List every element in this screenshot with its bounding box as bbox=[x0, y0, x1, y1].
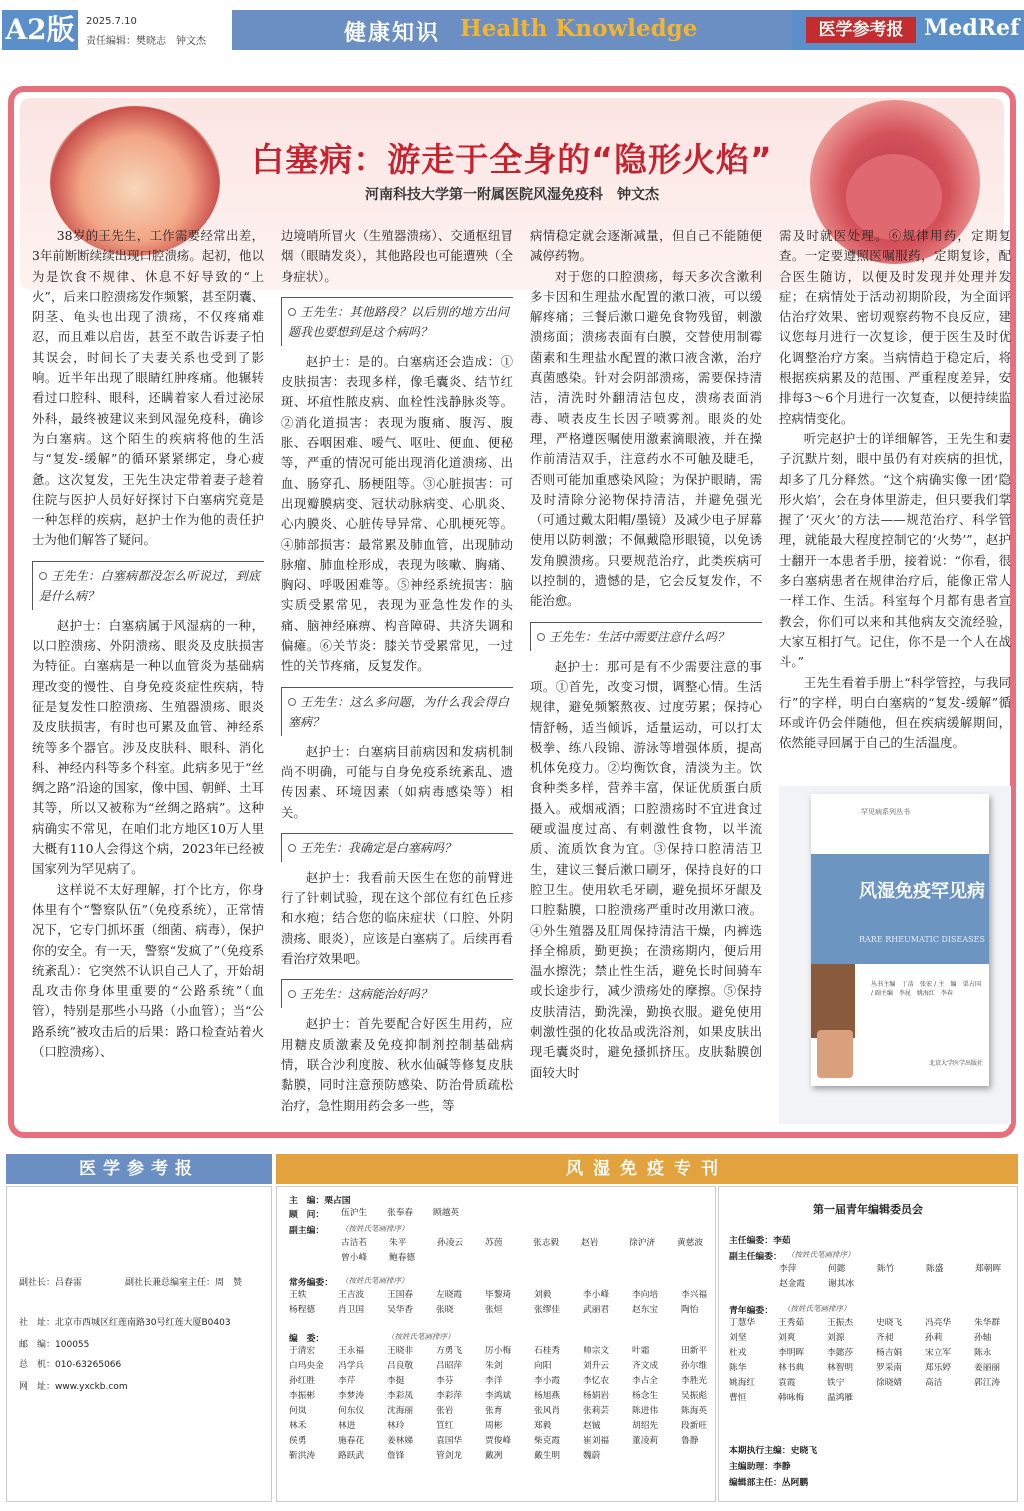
editor-name: 孙凌云 bbox=[437, 1238, 464, 1248]
editor-name: 王轶 bbox=[289, 1290, 307, 1300]
website-label: 网 址： bbox=[19, 1382, 56, 1392]
order-note: （按姓氏笔画排序） bbox=[387, 1332, 455, 1341]
editor-name: 周彬 bbox=[485, 1421, 503, 1431]
members-label: 编 委： bbox=[289, 1334, 325, 1344]
editor-name: 李明晖 bbox=[778, 1348, 805, 1358]
paragraph: 需及时就医处理。⑥规律用药，定期复查。一定要遵照医嘱服药，定期复诊，配合医生随访，以便及时发现并处理并发症；在病情处于活动初期阶段，为全面评估治疗效果、密切观察药物不良反应，建议您每月进行一次复诊，便于医生及时优化调整治疗方案。当病情趋于稳定后，将根据疾病累及的范围、严重程度差异，安排每3～6个月进行一次复查，以便持续监控病情变化。 bbox=[779, 228, 1011, 426]
editor-name: 陈盛 bbox=[926, 1264, 944, 1274]
question-box bbox=[281, 687, 513, 736]
editor-name: 林书典 bbox=[778, 1363, 805, 1373]
editor-name: 胡绍先 bbox=[632, 1421, 659, 1431]
members-list bbox=[289, 1345, 726, 1463]
committee-title: 第一届青年编辑委员会 bbox=[813, 1203, 923, 1216]
editor-name: 王秀茹 bbox=[778, 1318, 805, 1328]
article-title: 白塞病：游走于全身的“隐形火焰” bbox=[251, 140, 773, 179]
editor-name: 郑朝晖 bbox=[975, 1264, 1002, 1274]
bullet-icon bbox=[288, 990, 296, 998]
editor-name: 张晓 bbox=[436, 1305, 454, 1315]
paragraph: 王先生看着手册上“科学管控，与我同行”的字样，明白白塞病的“复发-缓解”循环或许仍会伴随他，但在疾病缓解期间，依然能寻回属于自己的生活温度。 bbox=[779, 674, 1011, 751]
publisher-info bbox=[6, 1186, 272, 1502]
editor-name: 李彩凤 bbox=[387, 1391, 414, 1401]
editor-name: 靳洪涛 bbox=[289, 1451, 316, 1461]
question-text: 王先生：白塞病都没怎么听说过，到底是什么病？ bbox=[39, 568, 260, 603]
vice-list bbox=[779, 1263, 1020, 1291]
editor-name: 杨程德 bbox=[289, 1305, 316, 1315]
editor-name: 管剑龙 bbox=[436, 1451, 463, 1461]
editor-name: 曹恒 bbox=[729, 1393, 747, 1403]
editor-name: 李小霞 bbox=[534, 1376, 561, 1386]
editor-name: 冯学兵 bbox=[338, 1361, 365, 1371]
deputy-editors-list bbox=[341, 1237, 721, 1265]
editor-name: 于清宏 bbox=[289, 1346, 316, 1356]
editor-name: 鲁静 bbox=[681, 1436, 699, 1446]
editor-name: 李鸿斌 bbox=[485, 1391, 512, 1401]
editor-name: 吴振彪 bbox=[681, 1391, 708, 1401]
editor-name: 白玛央金 bbox=[289, 1361, 324, 1371]
editor-name: 孙莉 bbox=[925, 1333, 943, 1343]
editor-name: 杨吉娟 bbox=[876, 1348, 903, 1358]
editor-name: 顾越英 bbox=[433, 1208, 460, 1218]
youth-list bbox=[729, 1317, 1019, 1405]
editor-name: 袁霞 bbox=[778, 1378, 796, 1388]
editor-name: 孙尔维 bbox=[681, 1361, 708, 1371]
paragraph: 边境哨所冒火（生殖器溃疡）、交通枢纽冒烟（眼睛发炎），其他路段也可能遭殃（全身症状）。 bbox=[281, 228, 513, 284]
question-text: 王先生：其他路段？以后别的地方出问题我也要想到是这个病吗？ bbox=[288, 304, 509, 339]
book-title-en: RARE RHEUMATIC DISEASES bbox=[859, 935, 985, 944]
editor-name: 刘坚 bbox=[729, 1333, 747, 1343]
editor-name: 孙红胜 bbox=[289, 1376, 316, 1386]
editor-name: 林进 bbox=[338, 1421, 356, 1431]
answer-paragraph: 赵护士：白塞病属于风湿病的一种，以口腔溃疡、外阴溃疡、眼炎及皮肤损害为特征。白塞病是一种以血管炎为基础病理改变的慢性、自身免疫炎症性疾病，特征是复发性口腔溃疡、生殖器溃疡、眼炎及皮肤损害，有时也可累及血管、神经系统等多个器官。涉及皮肤科、眼科、消化科、神经内科等多个科室。此病多见于“丝绸之路”沿途的国家，像中国、朝鲜、土耳其等，所以又被称为“丝绸之路病”。这种病确实不常见，在咱们北方地区10万人里大概有110人会得这个病，2023年已经被国家列为罕见病了。 bbox=[32, 617, 264, 877]
editor-name: 朱剑 bbox=[485, 1361, 503, 1371]
editor-name: 王国春 bbox=[387, 1290, 414, 1300]
editor-name: 林玲 bbox=[387, 1421, 405, 1431]
editor-name: 黄慈波 bbox=[677, 1238, 704, 1248]
editor-name: 笪红 bbox=[436, 1421, 454, 1431]
page-header bbox=[0, 0, 1024, 62]
editor-name: 吕良敬 bbox=[387, 1361, 414, 1371]
question-box bbox=[281, 297, 513, 346]
editor-name: 徐晓婧 bbox=[876, 1378, 903, 1388]
editor-name: 铁宁 bbox=[827, 1378, 845, 1388]
zip: 100055 bbox=[55, 1340, 90, 1350]
editor-name: 苏茵 bbox=[485, 1238, 503, 1248]
paragraph: 38岁的王先生，工作需要经常出差，3年前断断续续出现口腔溃疡。起初，他以为是饮食不规律、休息不好导致的“上火”，后来口腔溃疡发作频繁，甚至阴囊、阴茎、龟头也出现了溃疡，不仅疼痛难忍，而且难以启齿，甚至不敢告诉妻子怕其误会，时间长了夫妻关系也受到了影响。近半年出现了眼睛红肿疼痛。他辗转看过口腔科、眼科，还瞒着家人看过泌尿外科，最终被建议来到风湿免疫科，确诊为白塞病。这个陌生的疾病将他的生活与“复发-缓解”的循环紧紧绑定，身心疲惫。这次复发，王先生决定带着妻子趁着住院与医护人员好好探讨下白塞病究竟是一种怎样的疾病，赵护士作为他的责任护士为他们解答了疑问。 bbox=[32, 228, 264, 548]
deputy-editors-label: 副主编： bbox=[289, 1226, 325, 1236]
issue-date: 2025.7.10 bbox=[86, 16, 137, 27]
editor-name: 朱华群 bbox=[974, 1318, 1001, 1328]
question-text: 王先生：这么多问题，为什么我会得白塞病？ bbox=[288, 694, 509, 729]
editor-name: 陈竹 bbox=[877, 1264, 895, 1274]
answer-paragraph: 赵护士：是的。白塞病还会造成：①皮肤损害：表现多样，像毛囊炎、结节红斑、坏疽性脓皮病、血栓性浅静脉炎等。②消化道损害：表现为腹痛、腹泻、腹胀、吞咽困难、嗳气、呕吐、便血、便秘等，严重的情况可能出现消化道溃疡、出血、肠穿孔、肠梗阻等。③心脏损害：可出现瓣膜病变、冠状动脉病变、心肌炎、心内膜炎、心脏传导异常、心肌梗死等。④肺部损害：最常累及肺血管，出现肺动脉瘤、肺血栓形成，表现为咳嗽、胸痛、胸闷、呼吸困难等。⑤神经系统损害：脑实质受累常见，表现为亚急性发作的头痛、脑神经麻痹、构音障碍、共济失调和偏瘫。⑥关节炎：膝关节受累常见，一过性的关节疼痛，反复发作。 bbox=[281, 353, 513, 674]
paragraph: 这样说不太好理解，打个比方，你身体里有个“警察队伍”（免疫系统），正常情况下，它专门抓坏蛋（细菌、病毒），保护你的安全。有一天，警察“发疯了”（免疫系统紊乱）：它突然不认识自己人了，开始胡乱攻击你身体里重要的“公路系统”（血管），特别是那些小马路（小血管）；当“公路系统”被攻击后的后果：路口检查站着火（口腔溃疡）、 bbox=[32, 881, 264, 1059]
question-text: 王先生：生活中需要注意什么吗？ bbox=[549, 629, 730, 644]
editor-name: 郑毅 bbox=[534, 1421, 552, 1431]
bullet-icon bbox=[537, 633, 545, 641]
editor-name: 李小峰 bbox=[583, 1290, 610, 1300]
assistant-label: 主编助理： bbox=[729, 1462, 773, 1472]
youth-label: 青年编委： bbox=[729, 1306, 773, 1316]
editor-name: 吴华香 bbox=[387, 1305, 414, 1315]
editor-name: 张奉春 bbox=[387, 1208, 414, 1218]
office-head: 丛阿鹏 bbox=[781, 1478, 809, 1488]
editor-name: 李懿莎 bbox=[827, 1348, 854, 1358]
editor-name: 王晓非 bbox=[387, 1346, 414, 1356]
editor-name: 郭江涛 bbox=[974, 1378, 1001, 1388]
order-note: （按姓氏笔画排序） bbox=[341, 1276, 409, 1285]
editor-name: 叶霜 bbox=[632, 1346, 650, 1356]
section-title-en: Health Knowledge bbox=[460, 15, 698, 42]
bullet-icon bbox=[288, 698, 296, 706]
article-frame bbox=[8, 86, 1016, 1138]
article-column-1 bbox=[32, 226, 264, 1136]
editor-name: 李向培 bbox=[632, 1290, 659, 1300]
masthead-issue-title: 风湿免疫专刊 bbox=[276, 1154, 1018, 1184]
editor-name: 李梦涛 bbox=[338, 1391, 365, 1401]
editor-name: 柴克霞 bbox=[534, 1436, 561, 1446]
editor-name: 张岩 bbox=[436, 1406, 454, 1416]
editor-name: 张育 bbox=[485, 1406, 503, 1416]
question-box bbox=[32, 561, 264, 610]
book-title: 风湿免疫罕见病 bbox=[859, 881, 985, 902]
book-editors: 丛书主编 丁洁 张宏 / 主 编 栗占国 / 副主编 李昆 姚海红 李春 bbox=[871, 981, 981, 997]
editor-name: 李兴福 bbox=[681, 1290, 708, 1300]
editor-name: 戴生明 bbox=[534, 1451, 561, 1461]
editor-name: 方勇飞 bbox=[436, 1346, 463, 1356]
editor-name: 毕黎琦 bbox=[485, 1290, 512, 1300]
editor-name: 宋立军 bbox=[925, 1348, 952, 1358]
editor-name: 罗采南 bbox=[876, 1363, 903, 1373]
editor-name: 王振杰 bbox=[827, 1318, 854, 1328]
editor-name: 姜林娣 bbox=[387, 1436, 414, 1446]
editor-name: 李胜光 bbox=[681, 1376, 708, 1386]
zip-label: 邮 编： bbox=[19, 1340, 56, 1350]
editor-name: 陈海英 bbox=[681, 1406, 708, 1416]
address: 北京市西城区红莲南路30号红莲大厦B0403 bbox=[55, 1318, 231, 1328]
editor-name: 帅宗文 bbox=[583, 1346, 610, 1356]
editor-name: 李洋 bbox=[485, 1376, 503, 1386]
chief-committee-label: 主任编委： bbox=[729, 1236, 773, 1246]
question-box bbox=[281, 979, 513, 1008]
chief-editor-label: 主 编： bbox=[289, 1196, 325, 1206]
editor-name: 孙轴 bbox=[974, 1333, 992, 1343]
editor-name: 戴冽 bbox=[485, 1451, 503, 1461]
editor-name: 施春花 bbox=[338, 1436, 365, 1446]
editor-name: 陶怡 bbox=[681, 1305, 699, 1315]
editor-name: 齐昶 bbox=[876, 1333, 894, 1343]
article-column-4 bbox=[779, 226, 1011, 1136]
book-publisher: 北京大学医学出版社 bbox=[929, 1059, 984, 1067]
book-cover bbox=[811, 794, 989, 1086]
exec-label: 本期执行主编： bbox=[729, 1446, 791, 1456]
editor-name: 杜戎 bbox=[729, 1348, 747, 1358]
editor-name: 高洁 bbox=[925, 1378, 943, 1388]
question-text: 王先生：这病能治好吗？ bbox=[300, 987, 433, 1002]
order-note: （按姓氏笔画排序） bbox=[783, 1304, 851, 1313]
deputy-director-2: 副社长兼总编室主任：周 赞 bbox=[125, 1278, 243, 1288]
edition-badge: A2版 bbox=[2, 10, 78, 50]
editor-name: 杨娟岩 bbox=[583, 1391, 610, 1401]
editor-name: 史晓飞 bbox=[876, 1318, 903, 1328]
editor-name: 石桂秀 bbox=[534, 1346, 561, 1356]
editor-name: 姚海红 bbox=[729, 1378, 756, 1388]
answer-paragraph: 赵护士：白塞病目前病因和发病机制尚不明确，可能与自身免疫系统紊乱、遗传因素、环境因素（如病毒感染等）相关。 bbox=[281, 743, 513, 820]
question-text: 王先生：我确定是白塞病吗？ bbox=[300, 840, 457, 855]
editor-name: 袁国华 bbox=[436, 1436, 463, 1446]
editor-name: 董凌莉 bbox=[632, 1436, 659, 1446]
editor-name: 向阳 bbox=[534, 1361, 552, 1371]
phone-label: 总 机： bbox=[19, 1360, 56, 1370]
paragraph: 对于您的口腔溃疡，每天多次含漱利多卡因和生理盐水配置的漱口液，可以缓解疼痛；三餐后漱口避免食物残留，刺激溃疡面；溃疡表面有白膜，交替使用制霉菌素和生理盐水配置的漱口液含漱，治疗真菌感染。针对会阴部溃疡，需要保持清洁，清洗时外翻清洁包皮，溃疡表面消毒、喷表皮生长因子喷雾剂。眼炎的处理，严格遵医嘱使用激素滴眼液，并在操作前清洁双手，注意药水不可触及睫毛，否则可能加重感染风险；为保护眼睛，需及时清除分泌物保持清洁，并避免强光（可通过戴太阳帽/墨镜）及减少电子屏幕使用以防刺激；不佩戴隐形眼镜，以免诱发角膜溃疡。只要规范治疗，此类疾病可以控制的，遗憾的是，它会反复发作，不能治愈。 bbox=[530, 268, 762, 609]
editor-name: 赵岩 bbox=[581, 1238, 599, 1248]
question-box bbox=[530, 622, 762, 651]
cover-band bbox=[811, 854, 989, 964]
editor-name: 王永福 bbox=[338, 1346, 365, 1356]
bullet-icon bbox=[288, 844, 296, 852]
order-note: （按姓氏笔画排序） bbox=[341, 1224, 409, 1233]
editor-name: 吕昭萍 bbox=[436, 1361, 463, 1371]
editor-name: 侯勇 bbox=[289, 1436, 307, 1446]
answer-paragraph: 赵护士：那可是有不少需要注意的事项。①首先，改变习惯，调整心情。生活规律，避免频繁熬夜、过度劳累；保持心情舒畅，适当倾诉，适量运动，可以打太极拳、练八段锦、游泳等增强体质，提高机体免疫力。②均衡饮食，清淡为主。饮食种类多样，营养丰富，保证优质蛋白质摄入。戒烟戒酒；口腔溃疡时不宜进食过硬或温度过高、有刺激性食物，以半流质、流质饮食为宜。③保持口腔清洁卫生，建议三餐后漱口刷牙，保持良好的口腔卫生。使用软毛牙刷，避免损坏牙龈及口腔黏膜，口腔溃疡严重时改用漱口液。④外生殖器及肛周保持清洁干燥，内裤选择全棉质，勤更换；在溃疡期内，便后用温水擦洗；禁止性生活，避免长时间骑车或长途步行，减少溃疡处的摩擦。⑤保持皮肤清洁，勤洗澡，勤换衣服。避免使用刺激性强的化妆品或洗浴剂，如果皮肤出现毛囊炎时，避免搔抓挤压。皮肤黏膜创面较大时 bbox=[530, 658, 762, 1080]
answer-paragraph: 赵护士：首先要配合好医生用药，应用糖皮质激素及免疫抑制剂控制基础病情，联合沙利度胺、秋水仙碱等修复皮肤黏膜，同时注意预防感染、防治骨质疏松治疗，急性期用药会多一些，等 bbox=[281, 1016, 513, 1113]
editor-name: 李忆农 bbox=[583, 1376, 610, 1386]
editor-name: 段新旺 bbox=[681, 1421, 708, 1431]
section-title-cn: 健康知识 bbox=[344, 21, 441, 46]
editor-name: 魏蔚 bbox=[583, 1451, 601, 1461]
editor-name: 何岚 bbox=[289, 1406, 307, 1416]
editor-name: 田新平 bbox=[681, 1346, 708, 1356]
chief-committee: 李茹 bbox=[773, 1236, 791, 1246]
advisers-label: 顾 问： bbox=[289, 1210, 325, 1220]
editor-name: 古洁若 bbox=[341, 1238, 368, 1248]
standing-editors-list bbox=[289, 1289, 726, 1317]
editor-name: 李芬 bbox=[436, 1376, 454, 1386]
editor-name: 齐文成 bbox=[632, 1361, 659, 1371]
office-label: 编辑部主任： bbox=[729, 1478, 782, 1488]
hand-illustration-icon bbox=[817, 1030, 853, 1078]
editor-name: 鲍春德 bbox=[389, 1253, 416, 1263]
standing-editors-label: 常务编委： bbox=[289, 1278, 333, 1288]
editor-name: 张缪佳 bbox=[534, 1305, 561, 1315]
editor-name: 郑乐婷 bbox=[925, 1363, 952, 1373]
editor-name: 沈海丽 bbox=[387, 1406, 414, 1416]
editor-name: 张志毅 bbox=[533, 1238, 560, 1248]
header-edition-block bbox=[0, 10, 232, 50]
editor-name: 陈华 bbox=[729, 1363, 747, 1373]
editor-name: 陈进伟 bbox=[632, 1406, 659, 1416]
article-column-2 bbox=[281, 226, 513, 1136]
masthead bbox=[0, 1148, 1024, 1511]
website: www.yxckb.com bbox=[55, 1382, 128, 1392]
editor-name: 谢其冰 bbox=[828, 1279, 855, 1289]
editor-name: 林智明 bbox=[827, 1363, 854, 1373]
editor-name: 王吉波 bbox=[338, 1290, 365, 1300]
editor-name: 张烜 bbox=[485, 1305, 503, 1315]
book-cover-image bbox=[779, 786, 1011, 1124]
section-banner bbox=[232, 10, 792, 50]
paragraph: 病情稳定就会逐渐减量，但自己不能随便减停药物。 bbox=[530, 228, 762, 264]
article-byline: 河南科技大学第一附属医院风湿免疫科 钟文杰 bbox=[365, 187, 659, 203]
editorial-board bbox=[276, 1186, 716, 1502]
editor-name: 徐沪济 bbox=[629, 1238, 656, 1248]
editor-name: 路跃武 bbox=[338, 1451, 365, 1461]
editor-name: 杨旭燕 bbox=[534, 1391, 561, 1401]
editor-name: 杨念生 bbox=[632, 1391, 659, 1401]
editor-name: 丁慧华 bbox=[729, 1318, 756, 1328]
editor-name: 刘毅 bbox=[534, 1290, 552, 1300]
editor-name: 张风肖 bbox=[534, 1406, 561, 1416]
assistant-editor: 李静 bbox=[773, 1462, 791, 1472]
deputy-director: 副社长：吕春雷 bbox=[19, 1278, 83, 1288]
editor-name: 李芹 bbox=[338, 1376, 356, 1386]
bullet-icon bbox=[288, 308, 296, 316]
editor-name: 武丽君 bbox=[583, 1305, 610, 1315]
editor-name: 左晓霞 bbox=[436, 1290, 463, 1300]
question-box bbox=[281, 833, 513, 862]
editor-name: 崔刘福 bbox=[583, 1436, 610, 1446]
youth-editorial-board bbox=[718, 1186, 1018, 1502]
editor-name: 张莉芸 bbox=[583, 1406, 610, 1416]
article-column-3 bbox=[530, 226, 762, 1136]
editor-name: 陈永 bbox=[974, 1348, 992, 1358]
editor-name: 詹锋 bbox=[387, 1451, 405, 1461]
article-columns bbox=[32, 226, 1012, 1136]
editor-name: 温鸿雁 bbox=[827, 1393, 854, 1403]
exec-editor: 史晓飞 bbox=[790, 1446, 817, 1456]
editor-name: 肖卫国 bbox=[338, 1305, 365, 1315]
paper-name-cn: 医学参考报 bbox=[806, 17, 916, 43]
editor-name: 赵铖 bbox=[583, 1421, 601, 1431]
masthead-paper-title: 医学参考报 bbox=[6, 1154, 272, 1184]
editor-name: 冯亮华 bbox=[925, 1318, 952, 1328]
editor-name: 朱平 bbox=[389, 1238, 407, 1248]
editor-name: 厉小梅 bbox=[485, 1346, 512, 1356]
editor-name: 李占全 bbox=[632, 1376, 659, 1386]
editor-name: 贾俊峰 bbox=[485, 1436, 512, 1446]
chief-editor: 栗占国 bbox=[324, 1196, 351, 1206]
editor-name: 何东仪 bbox=[338, 1406, 365, 1416]
editor-name: 李彩萍 bbox=[436, 1391, 463, 1401]
editor-name: 林禾 bbox=[289, 1421, 307, 1431]
paper-name-en: MedRef bbox=[924, 15, 1020, 41]
editor-name: 赵金霞 bbox=[779, 1279, 806, 1289]
editor-name: 赵东宝 bbox=[632, 1305, 659, 1315]
paragraph: 听完赵护士的详细解答，王先生和妻子沉默片刻，眼中虽仍有对疾病的担忧，却多了几分释然。“这个病确实像一团‘隐形火焰’，会在身体里游走，但只要我们掌握了‘灭火’的方法——规范治疗、科学管理，就能最大程度控制它的‘火势’”，赵护士翻开一本患者手册，接着说：“你看，很多白塞病患者在规律治疗后，能像正常人一样工作、生活。科室每个月都有患者宣教会，你们可以来和其他病友交流经验，大家互相打气。记住，你不是一个人在战斗。” bbox=[779, 430, 1011, 670]
answer-paragraph: 赵护士：我看前天医生在您的前臂进行了针刺试验，现在这个部位有红色丘疹和水疱；结合您的临床症状（口腔、外阴溃疡、眼炎），应该是白塞病了。后续再看看治疗效果吧。 bbox=[281, 869, 513, 967]
vice-label: 副主任编委： bbox=[729, 1252, 782, 1262]
address-label: 社 址： bbox=[19, 1318, 56, 1328]
editor-name: 李挺 bbox=[387, 1376, 405, 1386]
editor-name: 姜丽丽 bbox=[974, 1363, 1001, 1373]
advisers-list bbox=[341, 1207, 475, 1220]
editor-name: 何懿 bbox=[828, 1264, 846, 1274]
editor-name: 曾小峰 bbox=[341, 1253, 368, 1263]
editor-name: 刘升云 bbox=[583, 1361, 610, 1371]
editor-name: 刘源 bbox=[827, 1333, 845, 1343]
phone: 010-63265066 bbox=[55, 1360, 122, 1370]
bullet-icon bbox=[39, 572, 47, 580]
paper-brand bbox=[792, 10, 1024, 50]
order-note: （按姓氏笔画排序） bbox=[787, 1250, 855, 1259]
editor-name: 刘爽 bbox=[778, 1333, 796, 1343]
responsible-editors: 责任编辑：樊晓志 钟文杰 bbox=[86, 36, 206, 47]
editor-name: 韩咏梅 bbox=[778, 1393, 805, 1403]
editor-name: 李萍 bbox=[779, 1264, 797, 1274]
editor-name: 李振彬 bbox=[289, 1391, 316, 1401]
editor-name: 伍沪生 bbox=[341, 1208, 368, 1218]
book-series: 罕见病系列丛书 bbox=[861, 808, 910, 816]
